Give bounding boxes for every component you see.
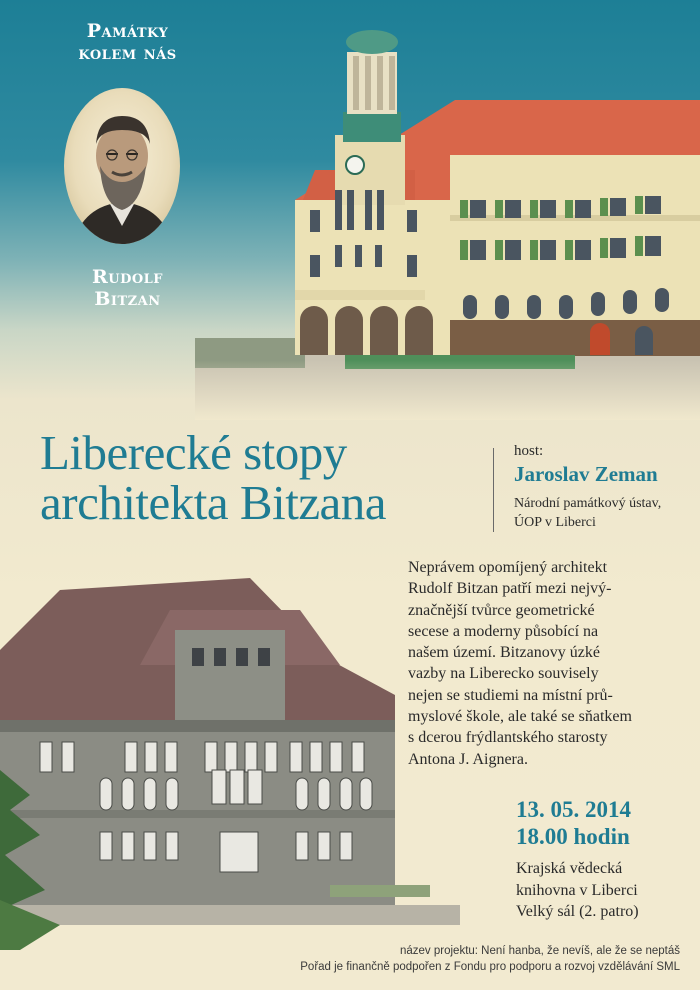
description-line: vazby na Liberecko souvisely bbox=[408, 665, 599, 683]
description-line: s dcerou frýdlantského starosty bbox=[408, 729, 608, 747]
venue-line3: Velký sál (2. patro) bbox=[516, 903, 639, 920]
description-line: secese a moderny působící na bbox=[408, 622, 599, 640]
description-line: Rudolf Bitzan patří mezi nejvý- bbox=[408, 580, 612, 598]
series-title bbox=[40, 20, 215, 64]
description-line: Antona J. Aignera. bbox=[408, 750, 528, 768]
footer bbox=[300, 943, 680, 975]
host-organization bbox=[514, 494, 694, 532]
description-line: myslové škole, ale také se sňatkem bbox=[408, 708, 632, 726]
portrait-caption-line2: Bitzan bbox=[94, 288, 161, 310]
series-title-line2: kolem nás bbox=[78, 42, 177, 64]
portrait-image bbox=[62, 86, 182, 246]
description-line: Neprávem opomíjený architekt bbox=[408, 559, 608, 576]
description-line: značnější tvůrce geometrické bbox=[408, 601, 595, 619]
portrait-caption bbox=[40, 266, 215, 310]
host-org-line1: Národní památkový ústav, bbox=[514, 496, 662, 511]
event-venue bbox=[516, 858, 696, 923]
event-title-line1: Liberecké stopy bbox=[40, 425, 347, 480]
host-org-line2: ÚOP v Liberci bbox=[514, 515, 596, 530]
footer-project-name: název projektu: Není hanba, že nevíš, ale že se neptáš bbox=[399, 945, 680, 957]
event-time: 18.00 hodin bbox=[516, 824, 630, 849]
host-label: host: bbox=[514, 443, 544, 459]
building-photo-bottom bbox=[0, 570, 460, 950]
description-line: našem území. Bitzanovy úzké bbox=[408, 644, 600, 662]
series-title-line1: Památky bbox=[86, 20, 169, 42]
building-photo-top bbox=[195, 20, 700, 420]
title-divider bbox=[493, 448, 494, 532]
description-line: nejen se studiemi na místní prů- bbox=[408, 686, 613, 704]
event-date: 13. 05. 2014 bbox=[516, 797, 631, 822]
event-title-line2: architekta Bitzana bbox=[40, 475, 387, 530]
event-title bbox=[40, 425, 480, 530]
host-name: Jaroslav Zeman bbox=[514, 462, 658, 486]
venue-line2: knihovna v Liberci bbox=[516, 881, 638, 899]
portrait-caption-line1: Rudolf bbox=[91, 266, 164, 288]
footer-funding-note: Pořad je finančně podpořen z Fondu pro podporu a rozvoj vzdělávání SML bbox=[300, 961, 680, 973]
venue-line1: Krajská vědecká bbox=[516, 860, 623, 877]
